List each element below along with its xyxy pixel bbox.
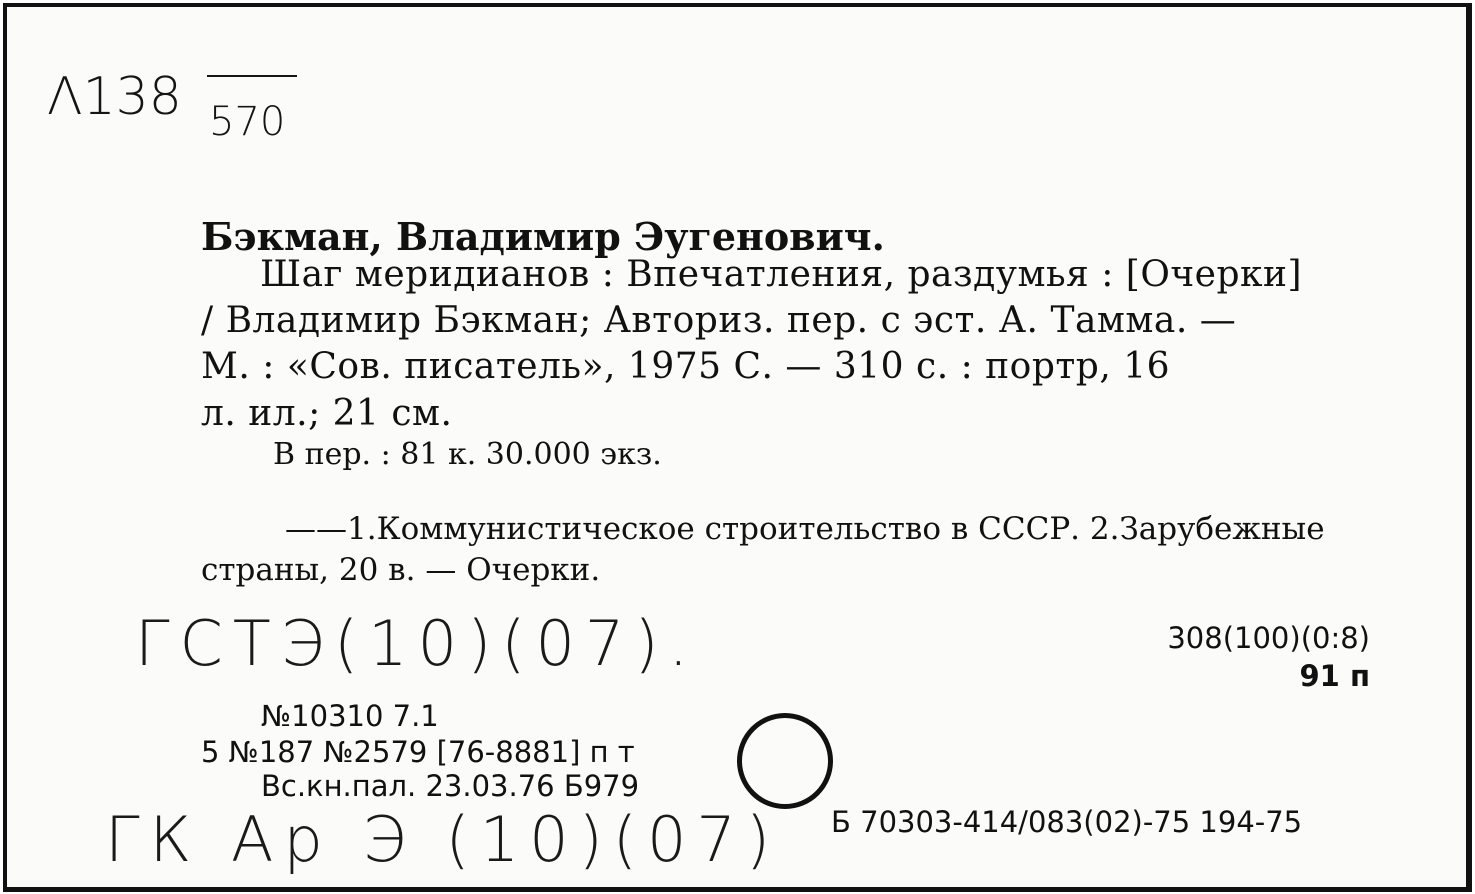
order-code: Б 70303-414/083(02)-75 194-75: [831, 805, 1303, 839]
production-line-3: Вс.кн.пал. 23.03.76 Б979: [261, 769, 640, 803]
production-line-1: №10310 7.1: [261, 699, 439, 733]
bbk-code: 91 п: [1299, 659, 1370, 693]
stamp-circle: [737, 713, 833, 809]
author-heading: Бэкман, Владимир Эугенович.: [201, 214, 885, 259]
subjects-line-1: ——1.Коммунистическое строительство в СССР. 2.Зарубежные: [285, 511, 1325, 547]
subjects-line-2: страны, 20 в. — Очерки.: [201, 552, 601, 588]
catalog-card: [3, 3, 1472, 892]
udc-code: 308(100)(0:8): [1167, 621, 1370, 655]
description-line-1: Шаг меридианов : Впечатления, раздумья : [Очерки]: [260, 254, 1303, 295]
description-line-2: / Владимир Бэкман; Авториз. пер. с эст. А. Тамма. —: [201, 300, 1237, 341]
shelfmark-bar: [207, 75, 297, 77]
handwritten-note-bottom: ГК Ар Э (10)(07): [105, 803, 781, 876]
shelfmark-main: Λ138: [47, 67, 182, 127]
handwritten-note-top: ГСТЭ(10)(07).: [135, 607, 699, 680]
description-line-4: л. ил.; 21 см.: [201, 393, 453, 434]
production-line-2: 5 №187 №2579 [76-8881] п т: [201, 735, 635, 769]
price-line: В пер. : 81 к. 30.000 экз.: [273, 437, 662, 472]
description-line-3: М. : «Сов. писатель», 1975 С. — 310 с. : портр, 16: [201, 346, 1171, 387]
shelfmark-denominator: 570: [209, 99, 286, 145]
